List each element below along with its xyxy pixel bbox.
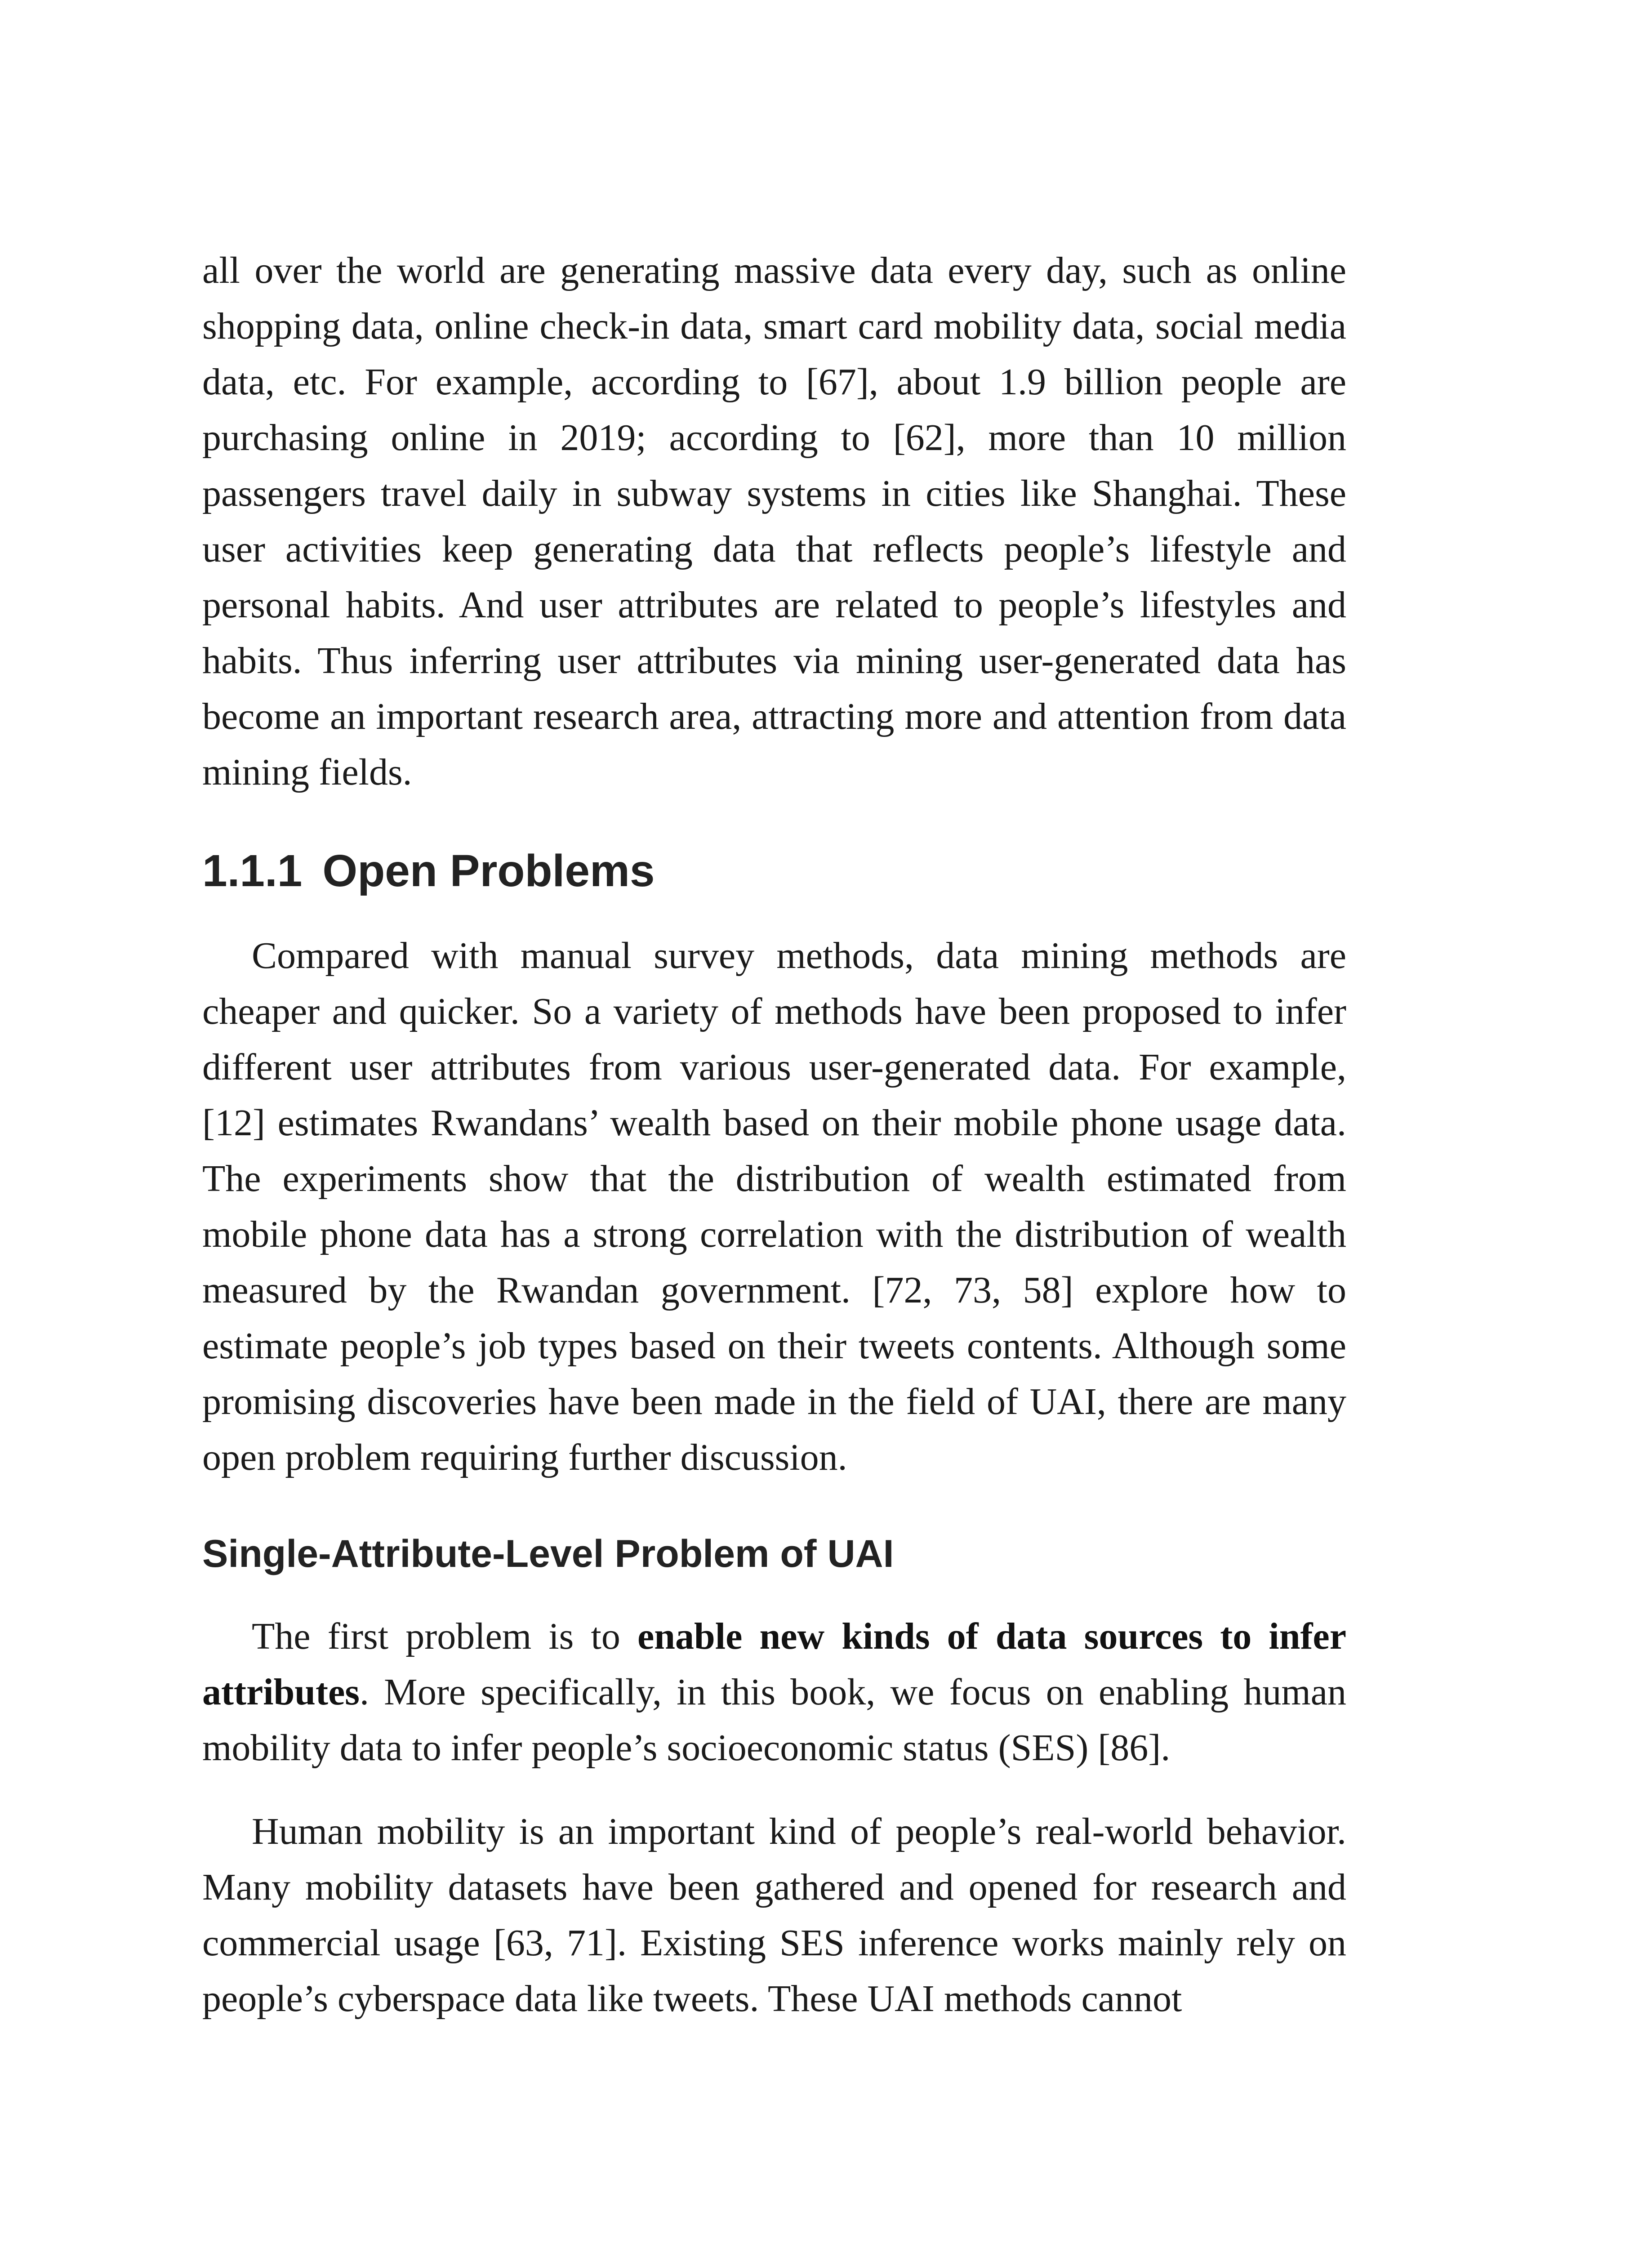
paragraph-human-mobility: Human mobility is an important kind of people’s real-world behavior. Many mobility datasets have been gathered and opened for research and commercial usage [63, 71]. Existing SES inference works mainly rely on people’s cyberspace data like tweets. These UAI methods cannot	[202, 1811, 1346, 2020]
paragraph-user-generated-data: all over the world are generating massive data every day, such as online shopping data, online check-in data, smart card mobility data, social media data, etc. For example, according to [67], about 1.9 billion people are purchasing online in 2019; according to [62], more than 10 million passengers travel daily in subway systems in cities like Shanghai. These user activities keep generating data that reflects people’s lifestyle and personal habits. And user attributes are related to people’s lifestyles and habits. Thus inferring user attributes via mining user-generated data has become an important research area, attracting more and attention from data mining fields.	[202, 250, 1346, 793]
paragraph-text: . More specifically, in this book, we focus on enabling human mobility data to infer people’s socioeconomic status (SES) [86].	[202, 1671, 1346, 1769]
spacer	[202, 1581, 1346, 1609]
emphasized-text: enable new kinds of data sources to infer attributes	[202, 1615, 1346, 1713]
paragraph-open-problems: Compared with manual survey methods, data mining methods are cheaper and quicker. So a variety of methods have been proposed to infer different user attributes from various user-generated data. For example, [12] estimates Rwandans’ wealth based on their mobile phone usage data. The experiments show that the distribution of wealth estimated from mobile phone data has a strong correlation with the distribution of wealth measured by the Rwandan government. [72, 73, 58] explore how to estimate people’s job types based on their tweets contents. Although some promising discoveries have been made in the field of UAI, there are many open problem requiring further discussion.	[202, 935, 1346, 1478]
spacer	[202, 900, 1346, 928]
paragraph-first-problem	[202, 1609, 1346, 1776]
spacer	[202, 1485, 1346, 1527]
page-body	[202, 243, 1346, 2027]
spacer	[202, 1776, 1346, 1804]
subsection-heading: Single-Attribute-Level Problem of UAI	[202, 1532, 894, 1575]
section-heading	[202, 842, 1346, 900]
section-title: Open Problems	[322, 846, 655, 896]
section-number: 1.1.1	[202, 846, 303, 896]
spacer	[202, 800, 1346, 842]
page-footer	[0, 2244, 1652, 2248]
paragraph-text: The first problem is to	[252, 1615, 638, 1657]
